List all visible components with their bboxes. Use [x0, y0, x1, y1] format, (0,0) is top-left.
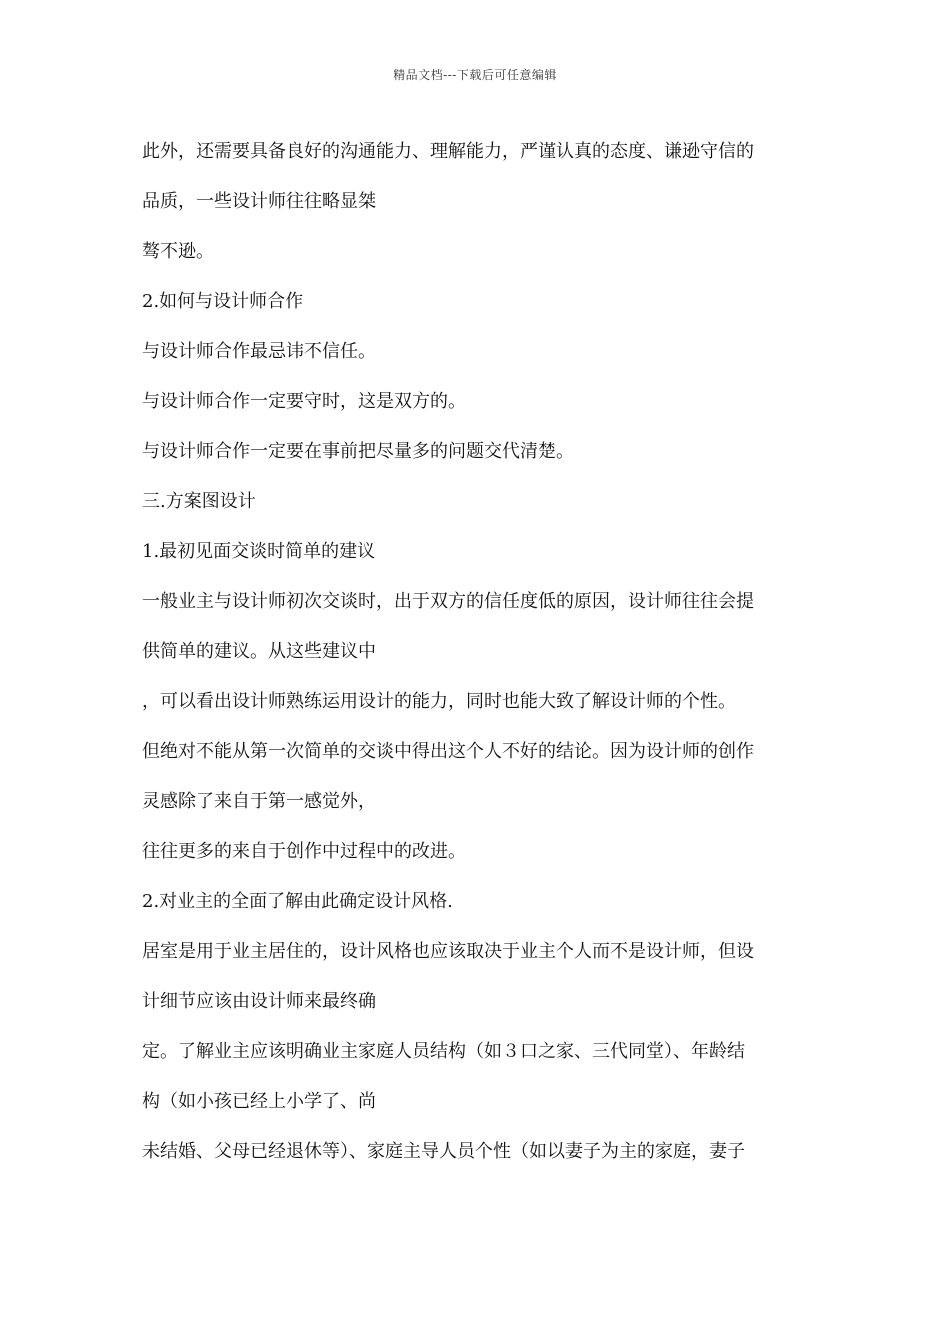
- page-header: 精品文档---下载后可任意编辑: [393, 68, 557, 82]
- text-line: 品质，一些设计师往往略显桀: [142, 191, 376, 212]
- text-line: 计细节应该由设计师来最终确: [142, 991, 376, 1012]
- section-heading: 1.最初见面交谈时简单的建议: [142, 541, 376, 562]
- text-line: 与设计师合作最忌讳不信任。: [142, 341, 376, 362]
- document-body: [142, 132, 812, 1182]
- text-line: 灵感除了来自于第一感觉外，: [142, 791, 376, 812]
- section-heading: 2.如何与设计师合作: [142, 291, 304, 312]
- text-line: 往往更多的来自于创作中过程中的改进。: [142, 841, 466, 862]
- text-line: 定。了解业主应该明确业主家庭人员结构（如３口之家、三代同堂）、年龄结: [142, 1041, 745, 1062]
- section-heading: 2.对业主的全面了解由此确定设计风格.: [142, 891, 453, 912]
- section-heading: 三.方案图设计: [142, 491, 256, 512]
- text-line: 未结婚、父母已经退休等）、家庭主导人员个性（如以妻子为主的家庭，妻子: [142, 1141, 745, 1162]
- text-line: 居室是用于业主居住的，设计风格也应该取决于业主个人而不是设计师，但设: [142, 941, 754, 962]
- text-line: 与设计师合作一定要在事前把尽量多的问题交代清楚。: [142, 441, 574, 462]
- text-line: 骜不逊。: [142, 241, 214, 262]
- text-line: 此外，还需要具备良好的沟通能力、理解能力，严谨认真的态度、谦逊守信的: [142, 141, 754, 162]
- text-line: ，可以看出设计师熟练运用设计的能力，同时也能大致了解设计师的个性。: [142, 691, 736, 712]
- text-line: 但绝对不能从第一次简单的交谈中得出这个人不好的结论。因为设计师的创作: [142, 741, 754, 762]
- text-line: 供简单的建议。从这些建议中: [142, 641, 376, 662]
- text-line: 与设计师合作一定要守时，这是双方的。: [142, 391, 466, 412]
- text-line: 构（如小孩已经上小学了、尚: [142, 1091, 376, 1112]
- text-line: 一般业主与设计师初次交谈时，出于双方的信任度低的原因，设计师往往会提: [142, 591, 754, 612]
